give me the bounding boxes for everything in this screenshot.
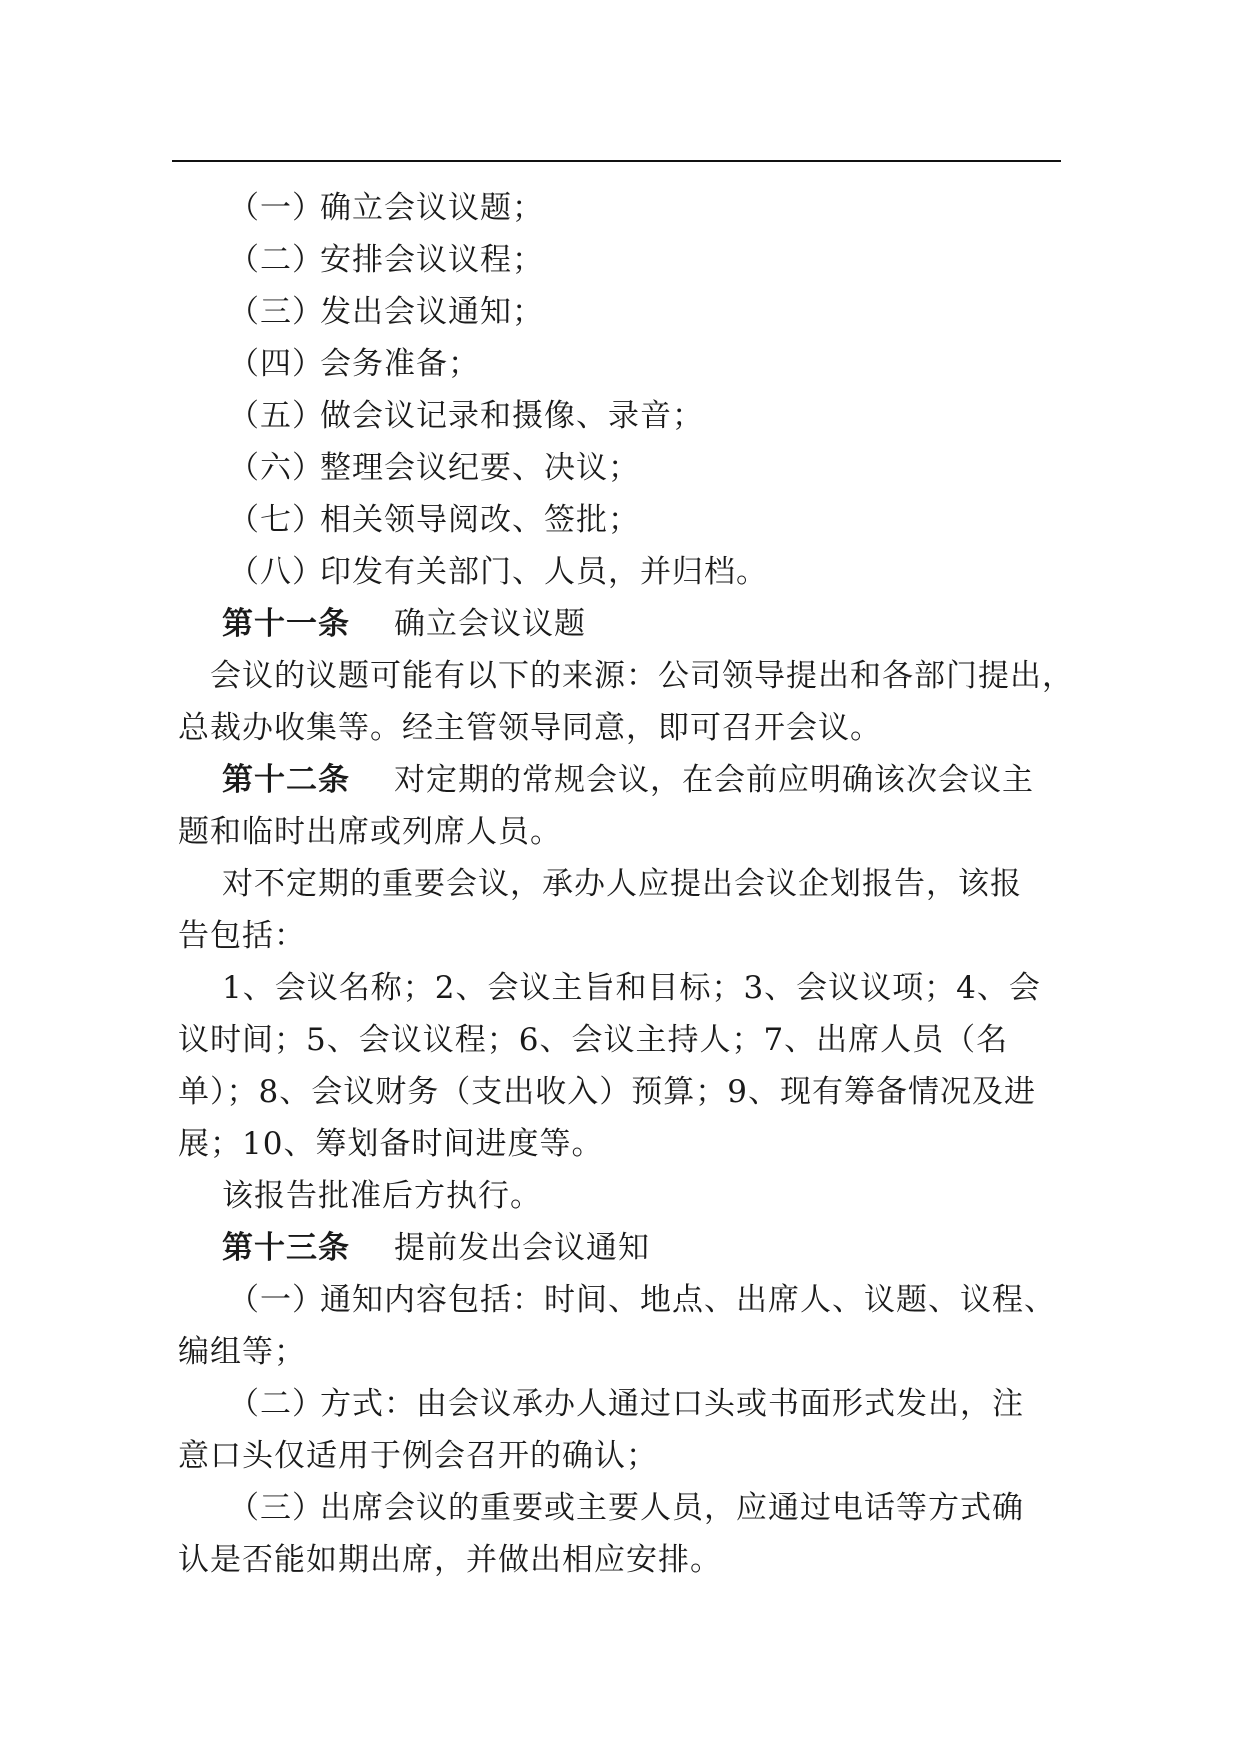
article-12-heading-line [222,760,1034,800]
article-13-body-line: 认是否能如期出席，并做出相应安排。 [178,1542,722,1578]
article-12-body-line: 告包括： [178,918,306,954]
list-item-text: 发出会议通知； [320,294,544,330]
list-item [228,292,544,332]
list-item-text: 确立会议议题； [320,190,544,226]
article-heading: 第十三条 [222,1230,350,1266]
list-item-number: （二） [228,1386,324,1422]
list-item [228,188,544,228]
list-item-number: （三） [228,294,324,330]
list-item [228,448,640,488]
article-13-body-line: 意口头仅适用于例会召开的确认； [178,1438,658,1474]
list-item [228,500,640,540]
article-11-body-line: 总裁办收集等。经主管领导同意，即可召开会议。 [178,710,882,746]
list-item-text: 安排会议议程； [320,242,544,278]
list-item-text: 整理会议纪要、决议； [320,450,640,486]
list-item-number: （二） [228,242,324,278]
article-13-heading-line [222,1228,650,1268]
list-item-number: （一） [228,1282,324,1318]
article-12-body-line: 单）；8、会议财务（支出收入）预算；9、现有筹备情况及进 [178,1074,1036,1110]
article-12-body-line: 题和临时出席或列席人员。 [178,814,562,850]
article-11-heading-line [222,604,586,644]
header-rule [172,160,1061,162]
article-13-item-line [228,1280,1056,1320]
list-item-text: 方式：由会议承办人通过口头或书面形式发出，注 [320,1386,1024,1422]
list-item-number: （八） [228,554,324,590]
article-title: 确立会议议题 [394,606,586,642]
article-heading: 第十二条 [222,762,350,798]
list-item-text: 出席会议的重要或主要人员，应通过电话等方式确 [320,1490,1024,1526]
article-12-body-line: 展；10、筹划备时间进度等。 [178,1126,604,1162]
list-item-number: （四） [228,346,324,382]
list-item-number: （七） [228,502,324,538]
list-item [228,240,544,280]
article-13-item-line [228,1384,1024,1424]
list-item-number: （三） [228,1490,324,1526]
article-13-item-line [228,1488,1024,1528]
article-12-body-line: 该报告批准后方执行。 [222,1178,542,1214]
article-text: 对定期的常规会议，在会前应明确该次会议主 [394,762,1034,798]
list-item-number: （一） [228,190,324,226]
article-heading: 第十一条 [222,606,350,642]
article-13-body-line: 编组等； [178,1334,306,1370]
article-title: 提前发出会议通知 [394,1230,650,1266]
list-item [228,344,480,384]
list-item-text: 会务准备； [320,346,480,382]
article-11-body-line: 会议的议题可能有以下的来源：公司领导提出和各部门提出， [210,658,1074,694]
list-item-text: 做会议记录和摄像、录音； [320,398,704,434]
list-item-text: 通知内容包括：时间、地点、出席人、议题、议程、 [320,1282,1056,1318]
list-item-text: 印发有关部门、人员，并归档。 [320,554,768,590]
list-item-text: 相关领导阅改、签批； [320,502,640,538]
article-12-body-line: 对不定期的重要会议，承办人应提出会议企划报告，该报 [222,866,1022,902]
list-item-number: （五） [228,398,324,434]
article-12-body-line: 1、会议名称；2、会议主旨和目标；3、会议议项；4、会 [222,970,1041,1006]
article-12-body-line: 议时间；5、会议议程；6、会议主持人；7、出席人员（名 [178,1022,1009,1058]
list-item [228,396,704,436]
list-item [228,552,768,592]
list-item-number: （六） [228,450,324,486]
